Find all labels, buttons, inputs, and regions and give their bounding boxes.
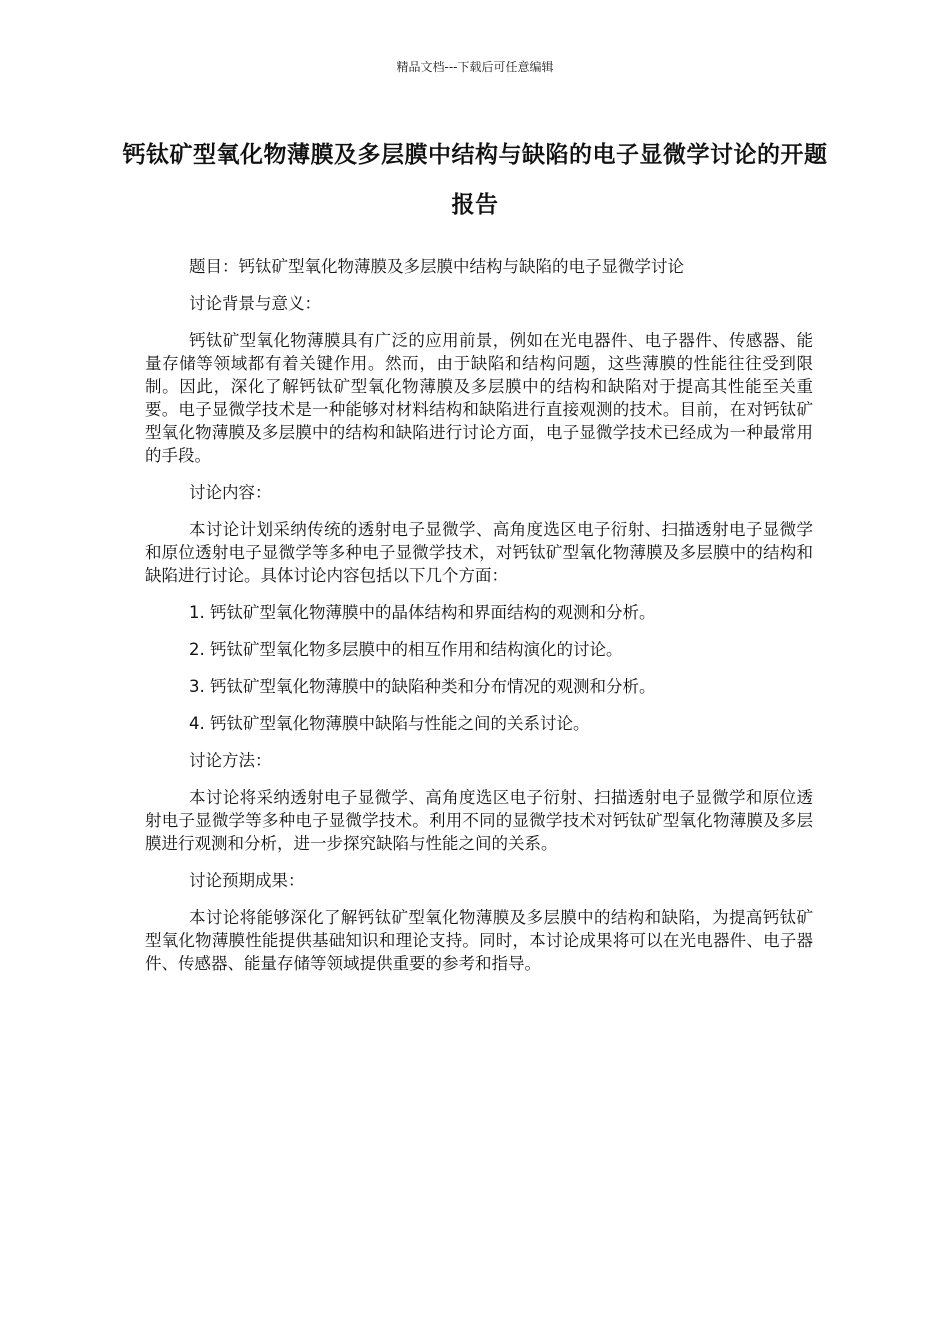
content-heading: 讨论内容：	[189, 483, 272, 502]
list-item: 3. 钙钛矿型氧化物薄膜中的缺陷种类和分布情况的观测和分析。	[189, 677, 656, 696]
list-item: 2. 钙钛矿型氧化物多层膜中的相互作用和结构演化的讨论。	[189, 640, 623, 659]
outcome-paragraph: 本讨论将能够深化了解钙钛矿型氧化物薄膜及多层膜中的结构和缺陷，为提高钙钛矿型氧化物薄膜性能提供基础知识和理论支持。同时，本讨论成果将可以在光电器件、电子器件、传感器、能量存储等领域提供重要的参考和指导。	[145, 908, 813, 973]
document-title: 钙钛矿型氧化物薄膜及多层膜中结构与缺陷的电子显微学讨论的开题报告	[122, 142, 828, 218]
list-item: 4. 钙钛矿型氧化物薄膜中缺陷与性能之间的关系讨论。	[189, 714, 590, 733]
outcome-heading: 讨论预期成果：	[189, 871, 305, 890]
list-item: 1. 钙钛矿型氧化物薄膜中的晶体结构和界面结构的观测和分析。	[189, 603, 656, 622]
page-header: 精品文档---下载后可任意编辑	[396, 60, 554, 74]
document-body	[145, 255, 813, 989]
topic-line: 题目：钙钛矿型氧化物薄膜及多层膜中结构与缺陷的电子显微学讨论	[189, 257, 684, 276]
background-heading: 讨论背景与意义：	[189, 294, 321, 313]
method-heading: 讨论方法：	[189, 751, 272, 770]
method-paragraph: 本讨论将采纳透射电子显微学、高角度选区电子衍射、扫描透射电子显微学和原位透射电子显微学等多种电子显微学技术。利用不同的显微学技术对钙钛矿型氧化物薄膜及多层膜进行观测和分析，进一步探究缺陷与性能之间的关系。	[145, 788, 813, 853]
background-paragraph: 钙钛矿型氧化物薄膜具有广泛的应用前景，例如在光电器件、电子器件、传感器、能量存储等领域都有着关键作用。然而，由于缺陷和结构问题，这些薄膜的性能往往受到限制。因此，深化了解钙钛矿型氧化物薄膜及多层膜中的结构和缺陷对于提高其性能至关重要。电子显微学技术是一种能够对材料结构和缺陷进行直接观测的技术。目前，在对钙钛矿型氧化物薄膜及多层膜中的结构和缺陷进行讨论方面，电子显微学技术已经成为一种最常用的手段。	[145, 331, 813, 465]
content-paragraph: 本讨论计划采纳传统的透射电子显微学、高角度选区电子衍射、扫描透射电子显微学和原位透射电子显微学等多种电子显微学技术，对钙钛矿型氧化物薄膜及多层膜中的结构和缺陷进行讨论。具体讨论内容包括以下几个方面：	[145, 520, 813, 585]
